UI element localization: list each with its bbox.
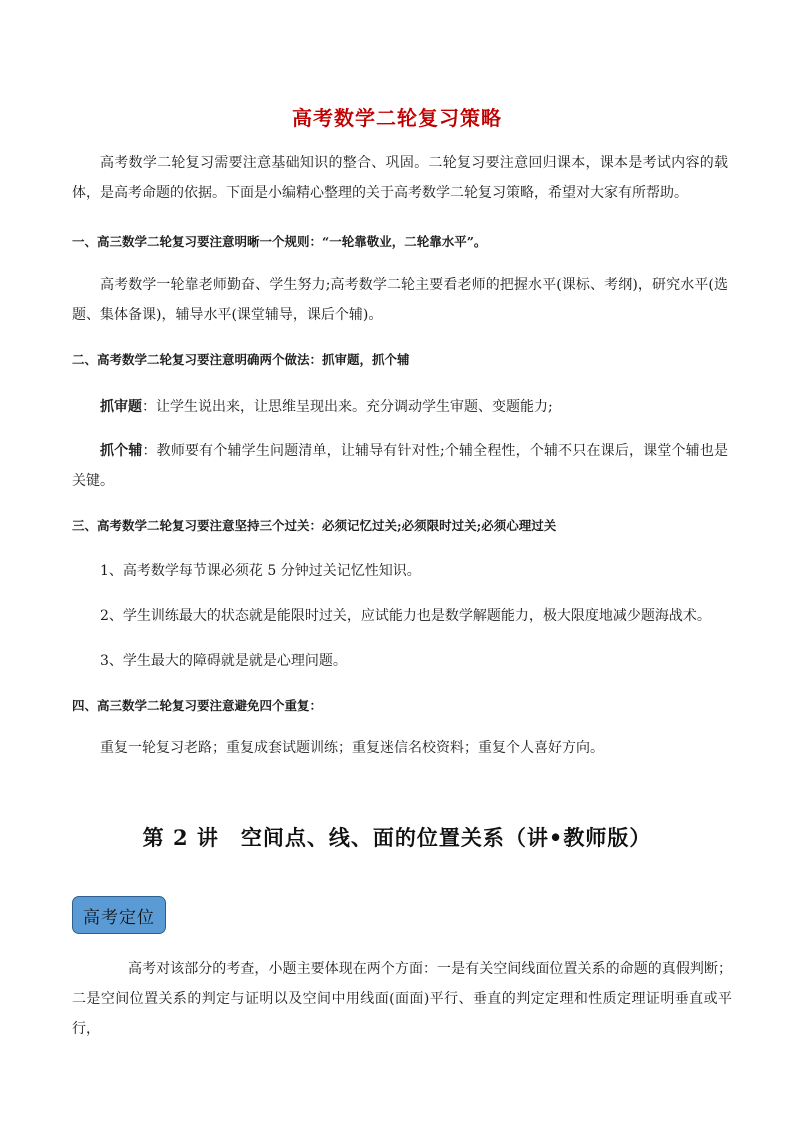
section-3-item: 2、学生训练最大的状态就是能限时过关，应试能力也是数学解题能力，极大限度地减少题海战术。 (100, 608, 711, 624)
section-1-text: 高考数学一轮靠老师勤奋、学生努力;高考数学二轮主要看老师的把握水平(课标、考纲)，研究水平(选题、集体备课)，辅导水平(课堂辅导，课后个辅)。 (72, 277, 728, 323)
section-tag-badge: 高考定位 (72, 896, 166, 934)
item-2-text: ：教师要有个辅学生问题清单，让辅导有针对性;个辅全程性，个辅不只在课后，课堂个辅也是关键。 (72, 443, 728, 489)
document-title: 高考数学二轮复习策略 (292, 106, 502, 130)
item-2-label: 抓个辅 (100, 443, 143, 459)
section-3-item: 1、高考数学每节课必须花 5 分钟过关记忆性知识。 (100, 563, 421, 579)
item-1-label: 抓审题 (100, 399, 142, 415)
lecture-paragraph: 高考对该部分的考查，小题主要体现在两个方面：一是有关空间线面位置关系的命题的真假判断；二是空间位置关系的判定与证明以及空间中用线面(面面)平行、垂直的判定定理和性质定理证明垂直或平行， (72, 961, 732, 1037)
intro-paragraph: 高考数学二轮复习需要注意基础知识的整合、巩固。二轮复习要注意回归课本，课本是考试内容的载体，是高考命题的依据。下面是小编精心整理的关于高考数学二轮复习策略，希望对大家有所帮助。 (72, 155, 728, 201)
section-3-item: 3、学生最大的障碍就是就是心理问题。 (100, 653, 347, 669)
section-1-heading: 一、高三数学二轮复习要注意明晰一个规则：“一轮靠敬业，二轮靠水平”。 (72, 234, 487, 249)
item-1-text: ：让学生说出来，让思维呈现出来。充分调动学生审题、变题能力; (142, 399, 553, 415)
lecture-title: 第 2 讲 空间点、线、面的位置关系（讲•教师版） (142, 825, 652, 850)
section-2-item-1 (72, 392, 728, 422)
section-4-text: 重复一轮复习老路；重复成套试题训练；重复迷信名校资料；重复个人喜好方向。 (100, 740, 604, 756)
section-2-item-2 (72, 436, 728, 496)
section-3-heading: 三、高考数学二轮复习要注意坚持三个过关：必须记忆过关;必须限时过关;必须心理过关 (72, 518, 557, 533)
section-4-heading: 四、高三数学二轮复习要注意避免四个重复： (72, 698, 323, 713)
section-2-heading: 二、高考数学二轮复习要注意明确两个做法：抓审题，抓个辅 (72, 352, 410, 367)
